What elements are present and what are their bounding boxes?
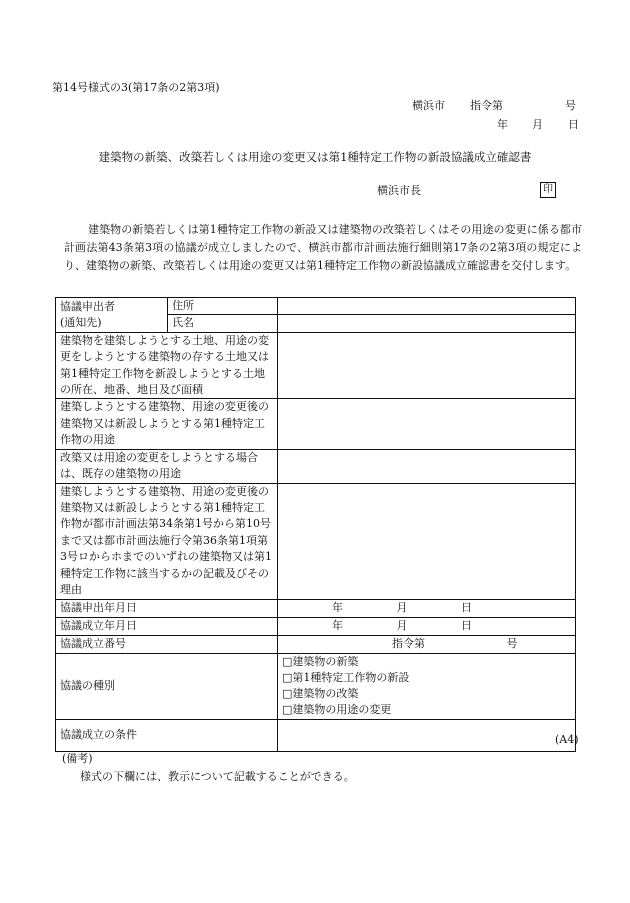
address-field[interactable] <box>278 298 576 315</box>
approval-date-month: 月 <box>396 618 408 632</box>
issue-date-month: 月 <box>532 118 543 131</box>
name-label: 氏名 <box>168 315 278 332</box>
form-number: 第14号様式の3(第17条の2第3項) <box>52 81 220 94</box>
issue-date-year: 年 <box>497 118 508 131</box>
building-use-field[interactable] <box>278 399 576 449</box>
mayor-label: 横浜市長 <box>377 184 421 197</box>
approval-date-day: 日 <box>461 618 472 632</box>
approval-date-year: 年 <box>332 618 343 632</box>
applicant-label: 協議申出者 (通知先) <box>56 298 168 333</box>
remarks-text: 様式の下欄には、教示について記載することができる。 <box>80 770 355 783</box>
consultation-type-label: 協議の種別 <box>56 653 278 719</box>
land-location-field[interactable] <box>278 332 576 399</box>
approval-number-suffix: 号 <box>506 636 518 650</box>
existing-use-label: 改築又は用途の変更をしようとする場合は、既存の建築物の用途 <box>56 449 278 483</box>
category-reason-label: 建築しようとする建築物、用途の変更後の建築物又は新設しようとする第1種特定工作物が都市計画法第34条第1号から第10号まで又は都市計画法施行令第36条第1項第3号ロからホまでのいずれの建築物又は第1種特定工作物に該当するかの記載及びその理由 <box>56 483 278 599</box>
approval-date-field[interactable] <box>278 617 576 635</box>
address-label: 住所 <box>168 298 278 315</box>
type-option-rebuild[interactable]: □建築物の改築 <box>282 687 359 700</box>
issue-date-day: 日 <box>568 118 579 131</box>
approval-number-label: 協議成立番号 <box>56 635 278 653</box>
seal-mark: 印 <box>540 182 556 198</box>
conditions-field[interactable] <box>278 719 576 751</box>
category-reason-field[interactable] <box>278 483 576 599</box>
application-date-label: 協議申出年月日 <box>56 599 278 617</box>
application-date-year: 年 <box>332 600 343 614</box>
approval-date-label: 協議成立年月日 <box>56 617 278 635</box>
remarks-heading: (備考) <box>62 752 93 765</box>
document-title: 建築物の新築、改築若しくは用途の変更又は第1種特定工作物の新設協議成立確認書 <box>98 150 532 164</box>
type-option-new-facility[interactable]: □第1種特定工作物の新設 <box>282 671 410 684</box>
application-date-day: 日 <box>461 600 472 614</box>
application-date-month: 月 <box>396 600 408 614</box>
directive-prefix: 指令第 <box>470 99 503 112</box>
land-location-label: 建築物を建築しようとする土地、用途の変更をしようとする建築物の存する土地又は第1種特定工作物を新設しようとする土地の所在、地番、地目及び面積 <box>56 332 278 399</box>
consultation-type-options <box>278 653 576 719</box>
approval-number-field[interactable] <box>278 635 576 653</box>
application-date-field[interactable] <box>278 599 576 617</box>
existing-use-field[interactable] <box>278 449 576 483</box>
approval-number-prefix: 指令第 <box>392 636 425 650</box>
body-text: 建築物の新築若しくは第1種特定工作物の新設又は建築物の改築若しくはその用途の変更に係る都市計画法第43条第3項の協議が成立しましたので、横浜市都市計画法施行細則第17条の2第3項の規定により、建築物の新築、改築若しくは用途の変更又は第1種特定工作物の新設協議成立確認書を交付します。 <box>64 223 582 272</box>
paper-size-note: (A4) <box>555 733 579 746</box>
issuer-city: 横浜市 <box>412 99 445 112</box>
type-option-use-change[interactable]: □建築物の用途の変更 <box>282 703 392 716</box>
name-field[interactable] <box>278 315 576 332</box>
type-option-new-building[interactable]: □建築物の新築 <box>282 655 359 668</box>
building-use-label: 建築しようとする建築物、用途の変更後の建築物又は新設しようとする第1種特定工作物の用途 <box>56 399 278 449</box>
conditions-label: 協議成立の条件 <box>56 719 278 751</box>
directive-number-suffix: 号 <box>565 99 576 112</box>
application-form-table <box>55 297 576 752</box>
